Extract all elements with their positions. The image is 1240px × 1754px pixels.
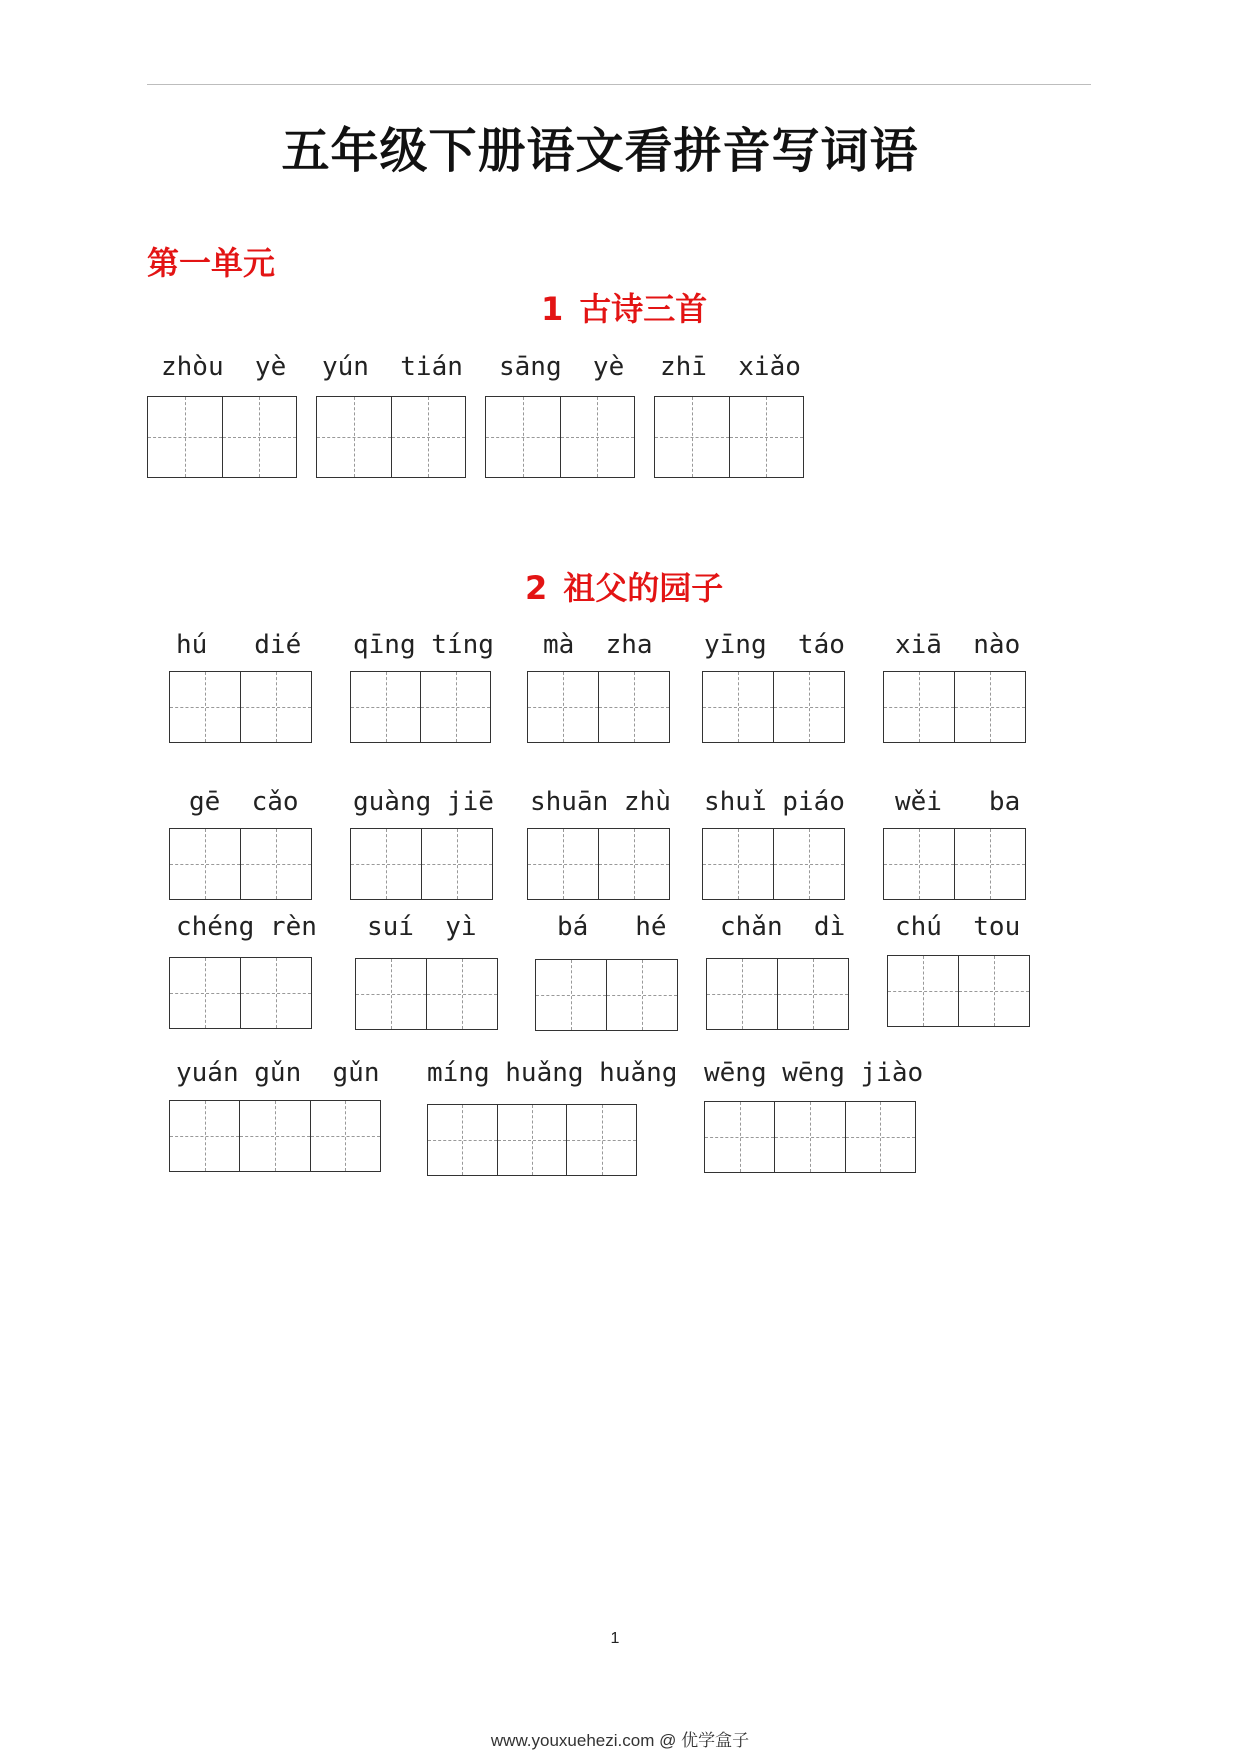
writing-grid[interactable] [887, 955, 1030, 1027]
writing-grid[interactable] [702, 671, 845, 743]
lesson-name: 古诗三首 [579, 290, 708, 328]
writing-grid[interactable] [169, 828, 312, 900]
pinyin-label: shuǐ piáo [704, 787, 845, 817]
pinyin-label: yīng táo [704, 630, 845, 660]
page-title: 五年级下册语文看拼音写词语 [281, 123, 919, 179]
pinyin-label: qīng tíng [353, 630, 494, 660]
writing-grid[interactable] [527, 828, 670, 900]
pinyin-label: chú tou [895, 912, 1021, 942]
writing-grid[interactable] [535, 959, 678, 1031]
writing-grid[interactable] [427, 1104, 637, 1176]
pinyin-label: chéng rèn [176, 912, 317, 942]
pinyin-label: chǎn dì [720, 912, 846, 942]
lesson-1-heading [541, 284, 707, 330]
writing-grid[interactable] [883, 671, 1026, 743]
writing-grid[interactable] [883, 828, 1026, 900]
writing-grid[interactable] [485, 396, 635, 478]
pinyin-label: wěi ba [895, 787, 1021, 817]
lesson-name: 祖父的园子 [563, 569, 724, 607]
header-rule [147, 84, 1091, 85]
writing-grid[interactable] [654, 396, 804, 478]
page-number: 1 [610, 1630, 620, 1647]
pinyin-label: yuán gǔn gǔn [176, 1058, 380, 1088]
pinyin-label: gē cǎo [189, 787, 299, 817]
pinyin-label: suí yì [367, 912, 477, 942]
writing-grid[interactable] [702, 828, 845, 900]
lesson-number: 2 [525, 569, 548, 607]
writing-grid[interactable] [355, 958, 498, 1030]
pinyin-label: wēng wēng jiào [704, 1058, 924, 1088]
writing-grid[interactable] [316, 396, 466, 478]
writing-grid[interactable] [147, 396, 297, 478]
pinyin-label: shuān zhù [530, 787, 671, 817]
pinyin-label: míng huǎng huǎng [427, 1058, 678, 1088]
writing-grid[interactable] [169, 1100, 381, 1172]
pinyin-label: bá hé [557, 912, 667, 942]
pinyin-label: xiā nào [895, 630, 1021, 660]
writing-grid[interactable] [527, 671, 670, 743]
pinyin-label: guàng jiē [353, 787, 494, 817]
pinyin-label: yún tián [322, 352, 463, 382]
pinyin-label: zhòu yè [161, 352, 287, 382]
pinyin-label: sāng yè [499, 352, 625, 382]
writing-grid[interactable] [169, 671, 312, 743]
pinyin-label: zhī xiǎo [660, 352, 801, 382]
writing-grid[interactable] [169, 957, 312, 1029]
pinyin-label: hú dié [176, 630, 302, 660]
writing-grid[interactable] [350, 828, 493, 900]
writing-grid[interactable] [704, 1101, 916, 1173]
writing-grid[interactable] [350, 671, 491, 743]
lesson-number: 1 [541, 290, 564, 328]
footer-watermark: www.youxuehezi.com @ 优学盒子 [490, 1731, 750, 1750]
lesson-2-heading [525, 563, 723, 609]
pinyin-label: mà zha [543, 630, 653, 660]
writing-grid[interactable] [706, 958, 849, 1030]
unit-heading: 第一单元 [147, 244, 276, 282]
